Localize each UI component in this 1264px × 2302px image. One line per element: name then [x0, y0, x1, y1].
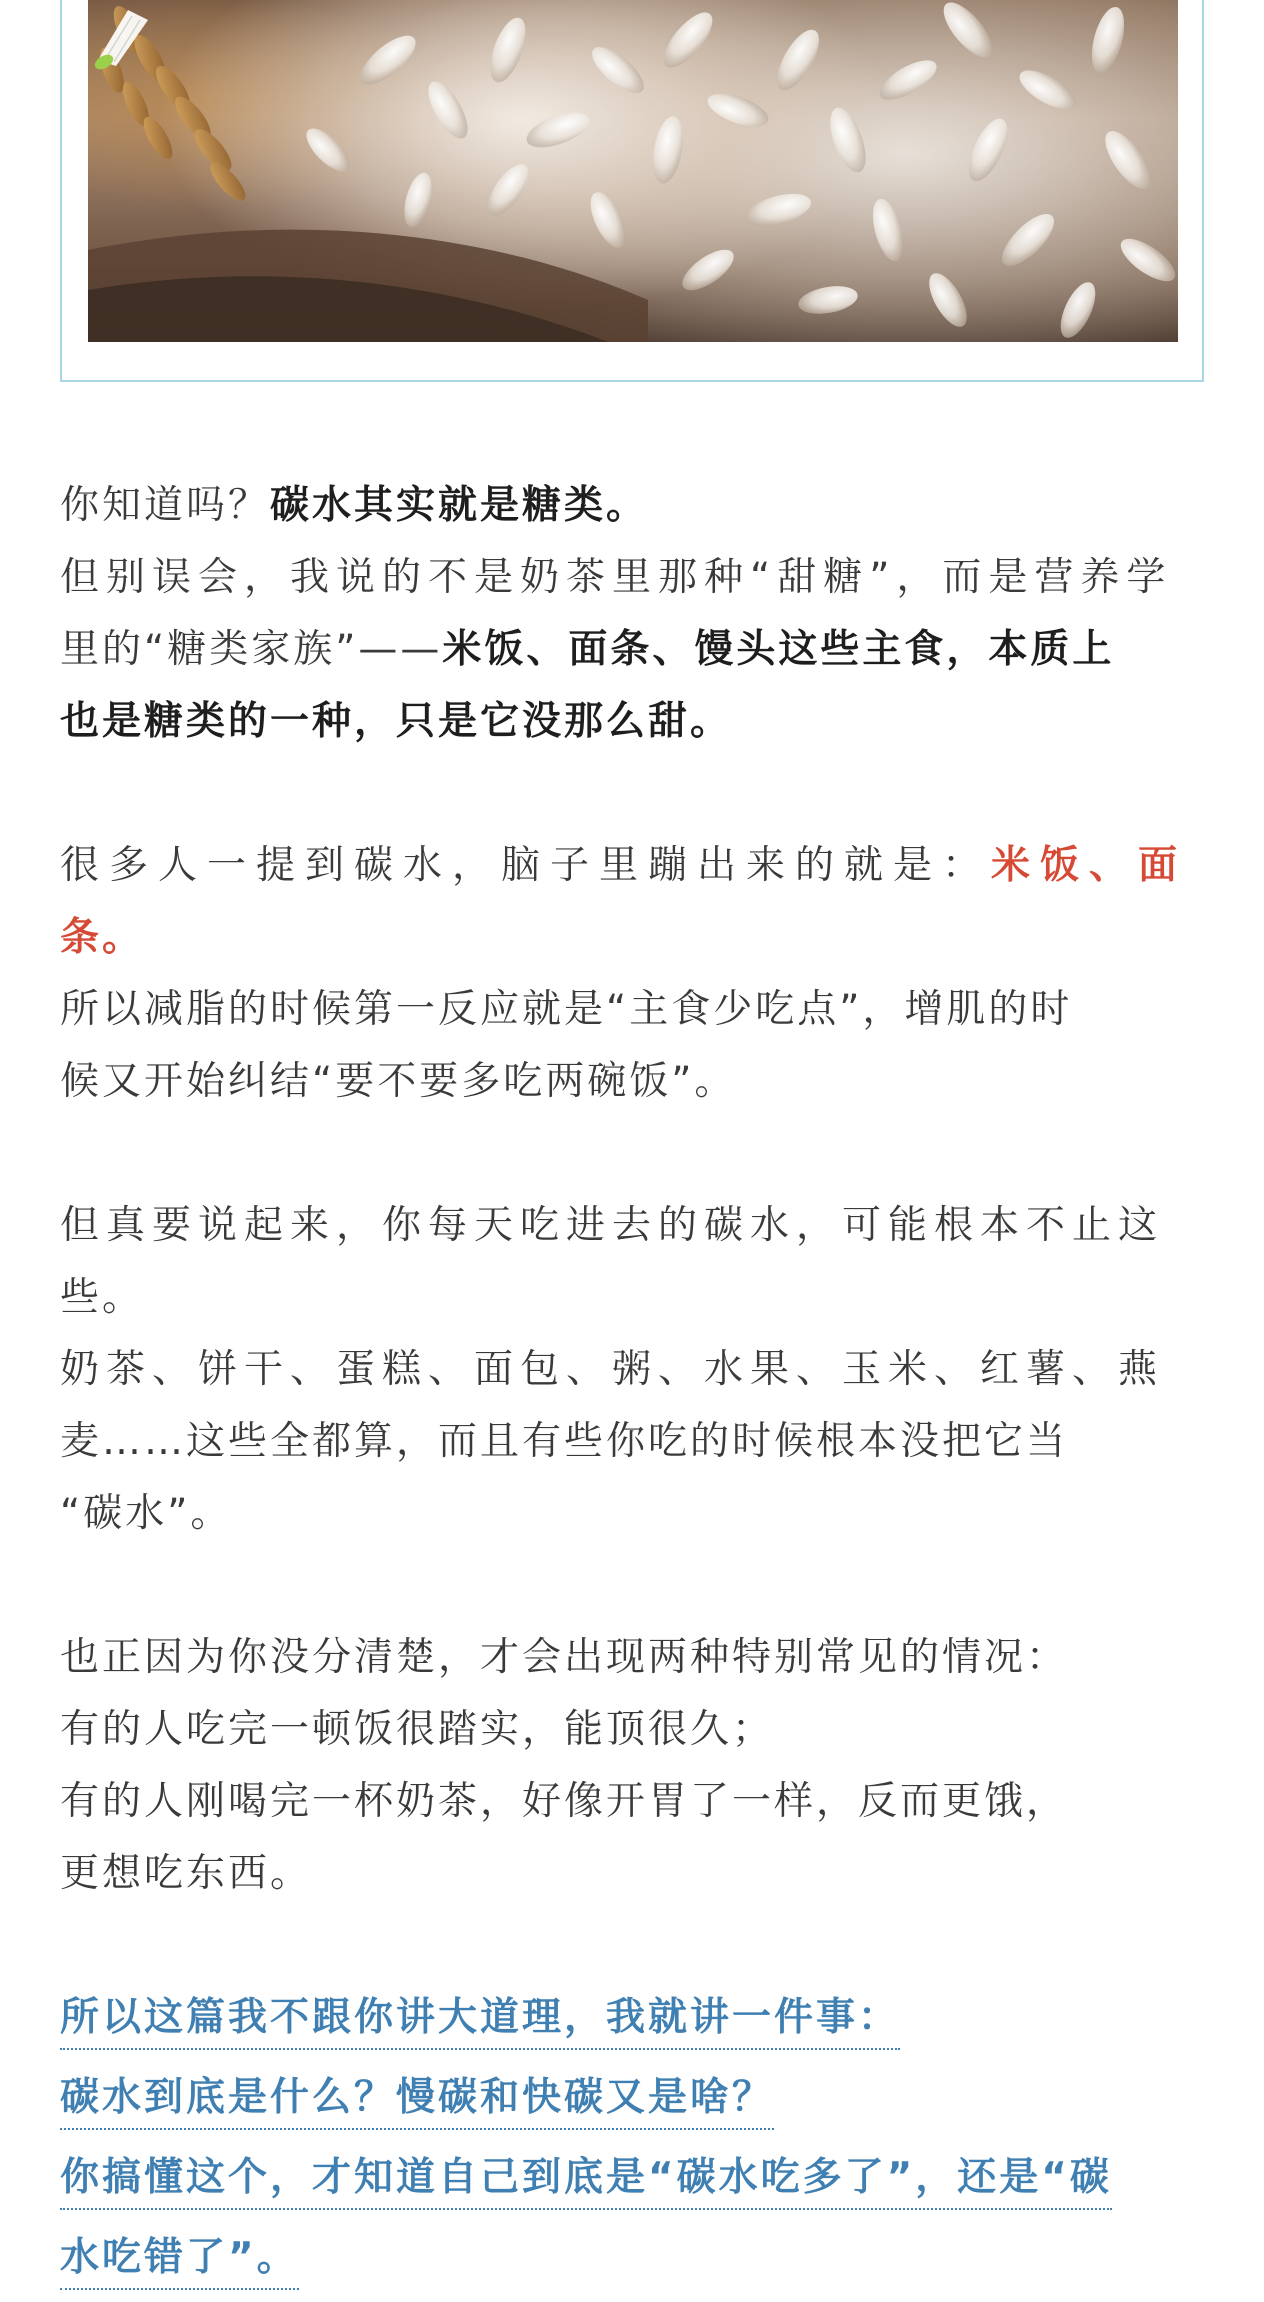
- red-highlight: 条。: [60, 915, 145, 960]
- rice-grains-photo: [88, 0, 1178, 342]
- image-frame: [60, 0, 1204, 382]
- text-line: [60, 2142, 1204, 2222]
- text-line: 但别误会，我说的不是奶茶里那种“甜糖”，而是营养学: [60, 555, 1173, 600]
- text-span: 你知道吗？: [60, 483, 271, 528]
- bold-text: 碳水其实就是糖类。: [270, 483, 649, 528]
- article-body: [60, 470, 1204, 2302]
- text-line: 奶茶、饼干、蛋糕、面包、粥、水果、玉米、红薯、燕: [60, 1347, 1165, 1392]
- blue-underlined-text: 碳水到底是什么？慢碳和快碳又是啥？: [60, 2068, 774, 2130]
- text-line: [60, 2062, 1204, 2142]
- text-line: 些。: [60, 1275, 145, 1320]
- text-line: 麦……这些全都算，而且有些你吃的时候根本没把它当: [60, 1419, 1069, 1464]
- text-line: 更想吃东西。: [60, 1851, 313, 1896]
- text-span: 里的“糖类家族”——: [60, 627, 443, 672]
- blue-underlined-text: 你搞懂这个，才知道自己到底是“碳水吃多了”，还是“碳: [60, 2148, 1112, 2210]
- text-span: 很多人一提到碳水，脑子里蹦出来的就是：: [60, 843, 992, 888]
- text-line: “碳水”。: [60, 1491, 233, 1536]
- paragraph-situations: [60, 1622, 1204, 1910]
- text-line: 有的人吃完一顿饭很踏实，能顶很久；: [60, 1707, 775, 1752]
- text-line: 候又开始纠结“要不要多吃两碗饭”。: [60, 1059, 737, 1104]
- text-line: [60, 830, 1204, 902]
- paragraph-misconception: [60, 830, 1204, 1118]
- text-line: [60, 470, 1204, 542]
- text-line: 所以减脂的时候第一反应就是“主食少吃点”，增肌的时: [60, 987, 1073, 1032]
- text-line: 但真要说起来，你每天吃进去的碳水，可能根本不止这: [60, 1203, 1165, 1248]
- paragraph-summary: [60, 1982, 1204, 2302]
- paragraph-intro: [60, 470, 1204, 758]
- text-line: [60, 614, 1204, 686]
- text-line: [60, 1982, 1204, 2062]
- blue-underlined-text: 所以这篇我不跟你讲大道理，我就讲一件事：: [60, 1988, 900, 2050]
- rice-grains-illustration: [88, 0, 1178, 342]
- text-line: [60, 2222, 1204, 2302]
- bold-text: 也是糖类的一种，只是它没那么甜。: [60, 699, 733, 744]
- blue-underlined-text: 水吃错了”。: [60, 2228, 299, 2290]
- text-line: 也正因为你没分清楚，才会出现两种特别常见的情况：: [60, 1635, 1069, 1680]
- text-line: 有的人刚喝完一杯奶茶，好像开胃了一样，反而更饿，: [60, 1779, 1069, 1824]
- paragraph-examples: [60, 1190, 1204, 1550]
- red-highlight: 米饭、面: [991, 843, 1188, 888]
- shuttlecock-icon: [88, 0, 152, 70]
- bold-text: 米饭、面条、馒头这些主食，本质上: [442, 627, 1115, 672]
